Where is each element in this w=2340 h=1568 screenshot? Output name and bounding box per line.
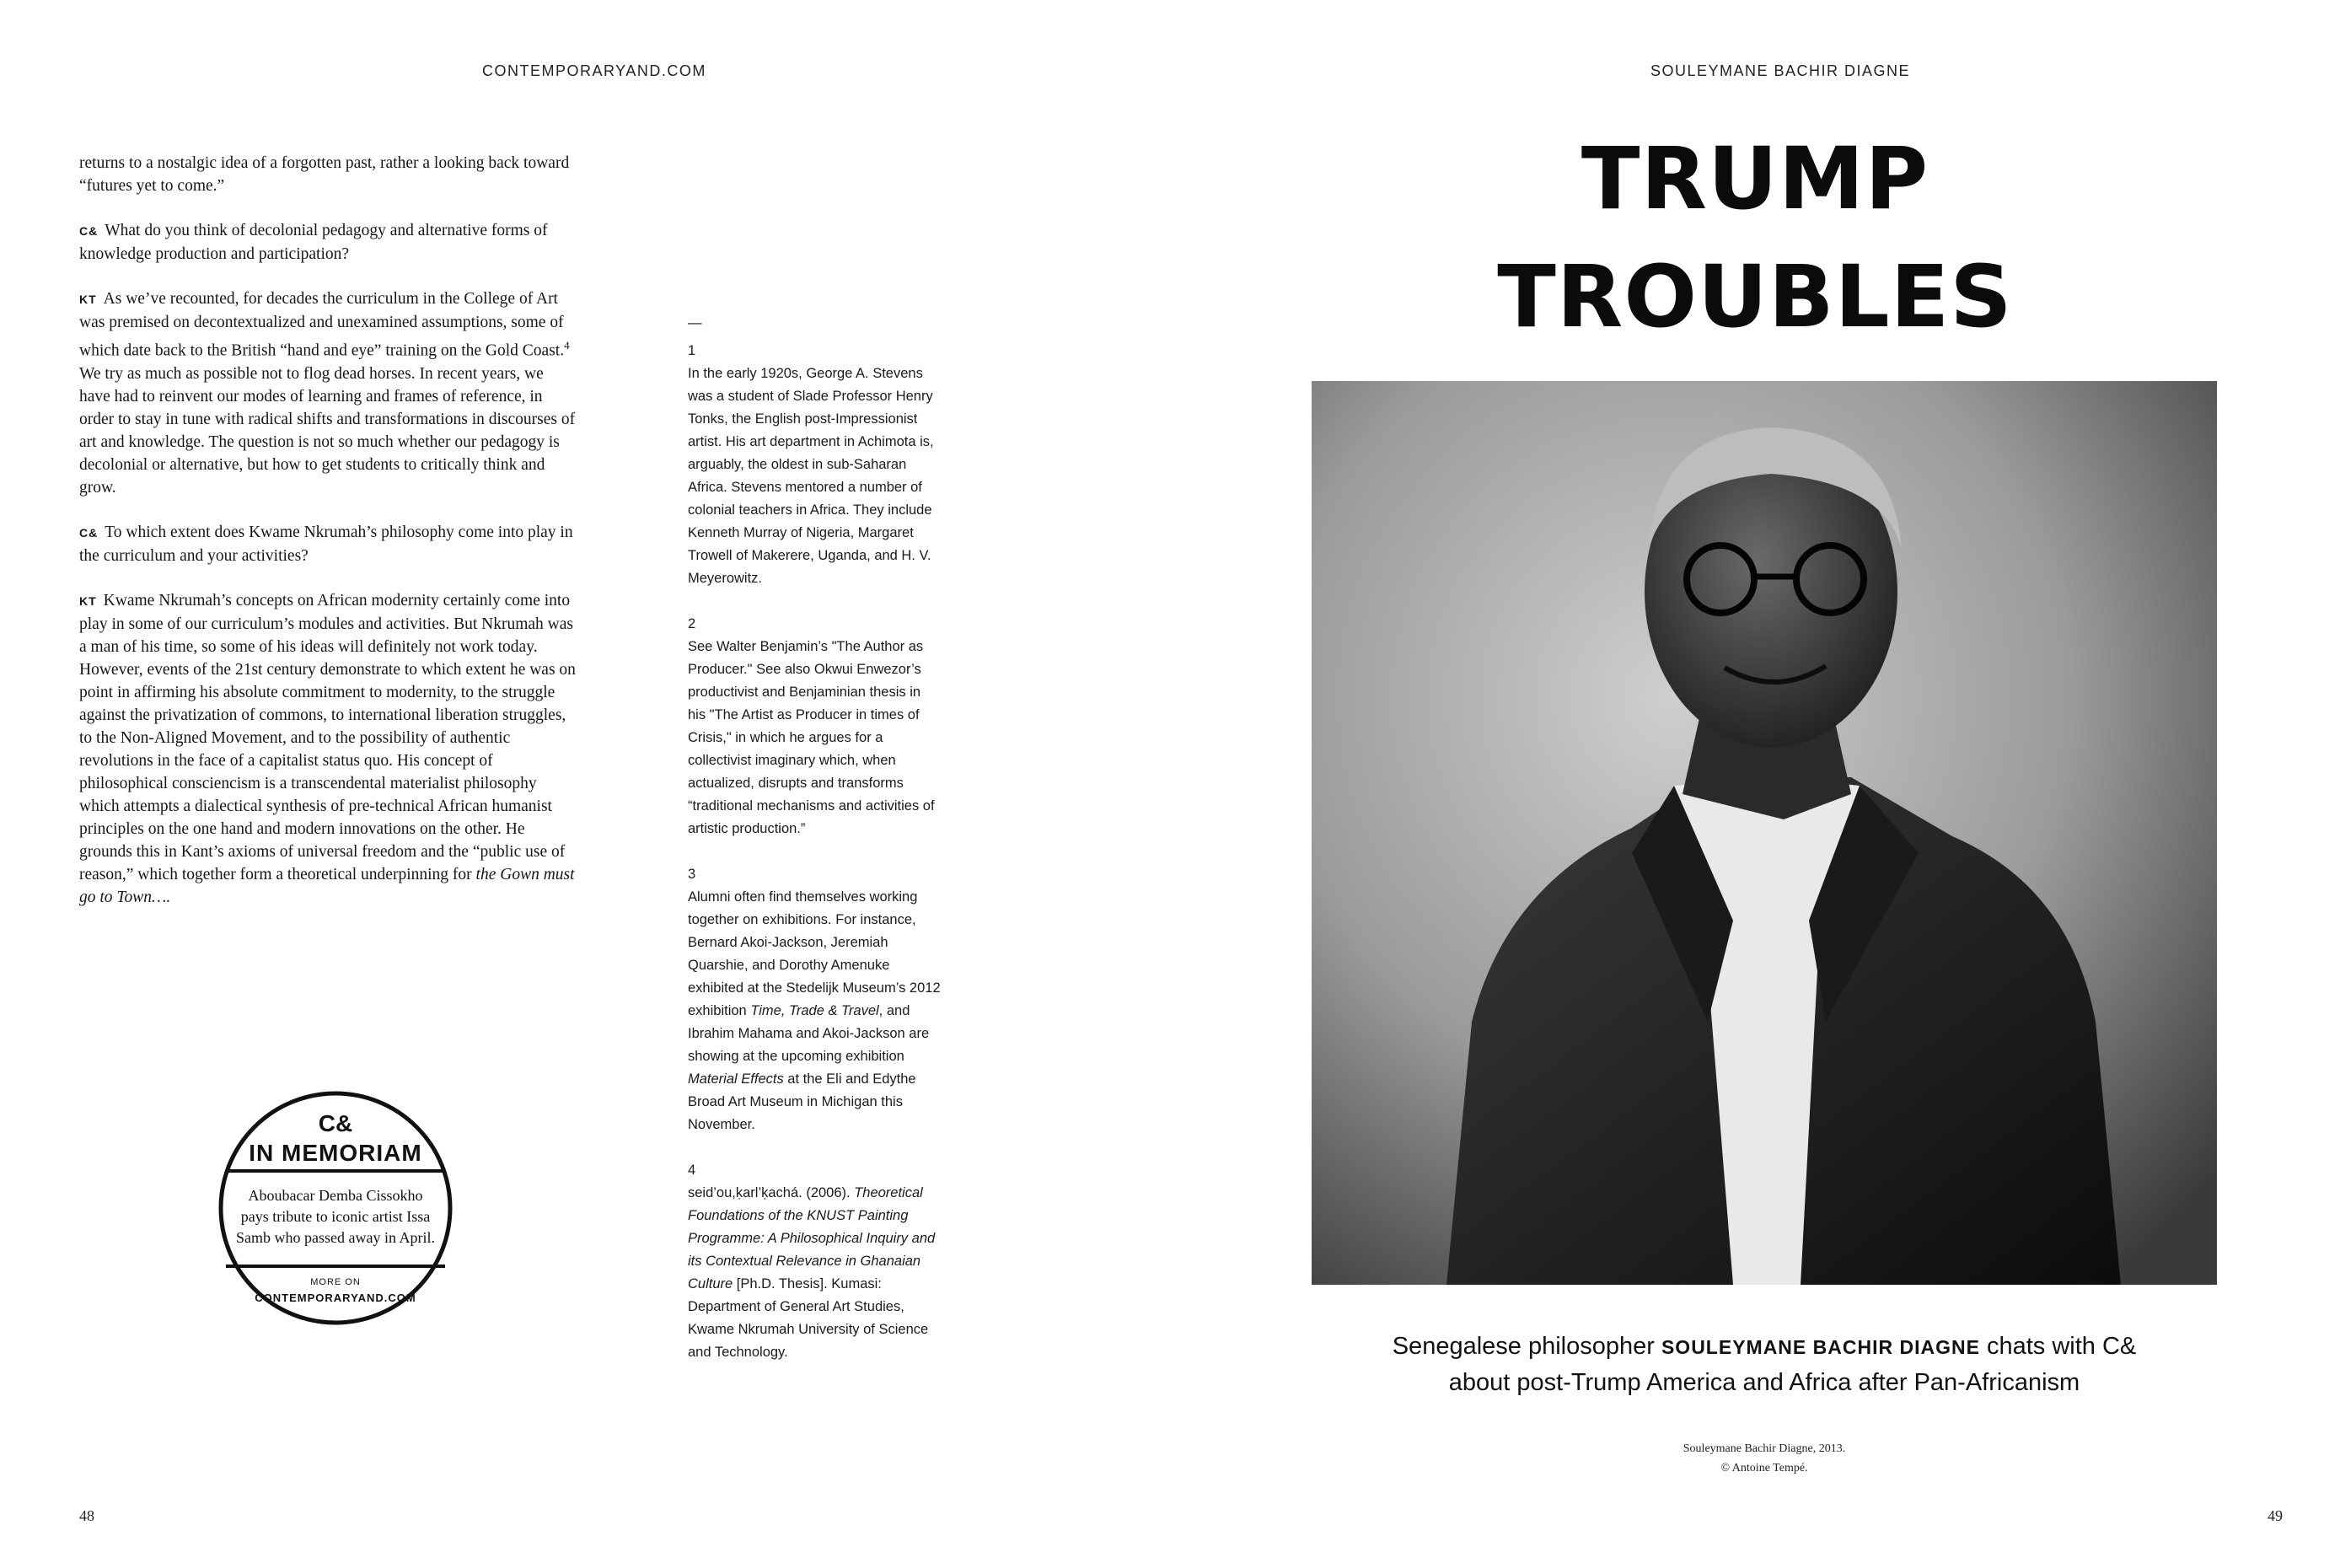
badge-body-1: Aboubacar Demba Cissokho <box>248 1187 423 1204</box>
right-page <box>1170 0 2340 1568</box>
title-line-2: TROUBLES <box>1497 247 2013 347</box>
footnote-number: 1 <box>688 343 696 358</box>
speaker-label: C& <box>79 224 99 238</box>
article-title <box>1170 121 2340 357</box>
answer-2: KT Kwame Nkrumah’s concepts on African modernity certainly come into play in some of our curriculum’s modules and activities. But Nkrumah was a man of his time, so some of his ideas will definitely not work today. However, events of the 21st century demonstrate to which extent he was on point in affirming his absolute commitment to modernity, to the struggle against the privatization of commons, to international liberation struggles, to the Non-Aligned Movement, and to the possibility of authentic revolutions in the face of a capitalist status quo. His concept of philosophical consciencism is a transcendental materialist philosophy which attempts a dialectical synthesis of pre-technical African humanist principles on the one hand and modern innovations on the other. He grounds this in Kant’s axioms of universal freedom and the “public use of reason,” which together form a theoretical underpinning for the Gown must go to Town…. <box>79 591 576 906</box>
interview-paragraph: returns to a nostalgic idea of a forgotten past, rather a looking back toward “futures yet to come.” <box>79 154 570 195</box>
question-2: C& To which extent does Kwame Nkrumah’s philosophy come into play in the curriculum and your activities? <box>79 523 573 565</box>
portrait-photo <box>1312 381 2217 1285</box>
photo-credit <box>1575 1439 1954 1478</box>
credit-line-2: © Antoine Tempé. <box>1720 1462 1808 1474</box>
subject-name: SOULEYMANE BACHIR DIAGNE <box>1661 1336 1980 1358</box>
footnote-ref: 4 <box>564 339 570 352</box>
footnote-number: 2 <box>688 616 696 631</box>
badge-url-link: CONTEMPORARYAND.COM <box>255 1291 416 1304</box>
speaker-label: KT <box>79 293 97 306</box>
footnote-3: 3 Alumni often find themselves working together on exhibitions. For instance, Bernard Akoi-Jackson, Jeremiah Quarshie, and Dorothy Amenuke exhibited at the Stedelijk Museum’s 2012 exhibition Time, Trade & Travel, and Ibrahim Mahama and Akoi-Jackson are showing at the upcoming exhibition Material Effects at the Eli and Edythe Broad Art Museum in Michigan this November. <box>688 863 941 1136</box>
credit-line-1: Souleymane Bachir Diagne, 2013. <box>1683 1442 1846 1455</box>
badge-graphic <box>201 1089 470 1327</box>
interview-column <box>79 152 577 931</box>
notes-divider: — <box>688 315 702 330</box>
badge-more: MORE ON <box>310 1277 361 1287</box>
footnote-number: 4 <box>688 1163 696 1178</box>
footnote-1: 1 In the early 1920s, George A. Stevens was a student of Slade Professor Henry Tonks, the English post-Impressionist artist. His art department in Achimota is, arguably, the oldest in sub-Saharan Africa. Stevens mentored a number of colonial teachers in Africa. They include Kenneth Murray of Nigeria, Margaret Trowell of Makerere, Uganda, and H. V. Meyerowitz. <box>688 340 941 590</box>
speaker-label: C& <box>79 525 99 540</box>
question-1: C& What do you think of decolonial pedagogy and alternative forms of knowledge production and participation? <box>79 222 548 263</box>
answer-1: KT As we’ve recounted, for decades the curriculum in the College of Art was premised on decontextualized and unexamined assumptions, some of which date back to the British “hand and eye” training on the Gold Coast.$^4$ We try as much as possible not to flog dead horses. In recent years, we have had to reinvent our modes of learning and frames of reference, in order to stay in tune with radical shifts and transformations in discourses of art and knowledge. The question is not so much whether our pedagogy is decolonial or alternative, but how to get students to critically think and grow. <box>79 290 576 497</box>
badge-body-2: pays tribute to iconic artist Issa <box>240 1208 431 1225</box>
footnote-number: 3 <box>688 867 696 882</box>
footnote-2: 2 See Walter Benjamin’s "The Author as Producer." See also Okwui Enwezor’s productivist and Benjaminian thesis in his "The Artist as Producer in times of Crisis," in which he argues for a collectivist imaginary which, when actualized, disrupts and transforms “traditional mechanisms and activities of artistic production.” <box>688 613 941 840</box>
speaker-label: KT <box>79 593 97 608</box>
running-head-left: CONTEMPORARYAND.COM <box>482 62 706 79</box>
page-number-right: 49 <box>2268 1507 2283 1524</box>
footnote-4: 4 seid’ou,ḳarl’ḳachá. (2006). Theoretical Foundations of the KNUST Painting Programme: A Philosophical Inquiry and its Contextual Relevance in Ghanaian Culture [Ph.D. Thesis]. Kumasi: Department of General Art Studies, Kwame Nkrumah University of Science and Technology. <box>688 1159 941 1364</box>
footnotes-column <box>688 312 941 1387</box>
badge-title-2: IN MEMORIAM <box>249 1140 422 1166</box>
page-number-left: 48 <box>79 1507 94 1524</box>
in-memoriam-badge[interactable] <box>201 1089 470 1327</box>
title-line-1: TRUMP <box>1581 129 1929 229</box>
running-head-right: SOULEYMANE BACHIR DIAGNE <box>1650 62 1911 79</box>
badge-title-1: C& <box>318 1110 353 1136</box>
article-deck: Senegalese philosopher SOULEYMANE BACHIR DIAGNE chats with C& about post-Trump America and Africa after Pan-Africanism <box>1392 1333 2137 1396</box>
badge-body-3: Samb who passed away in April. <box>236 1229 435 1246</box>
